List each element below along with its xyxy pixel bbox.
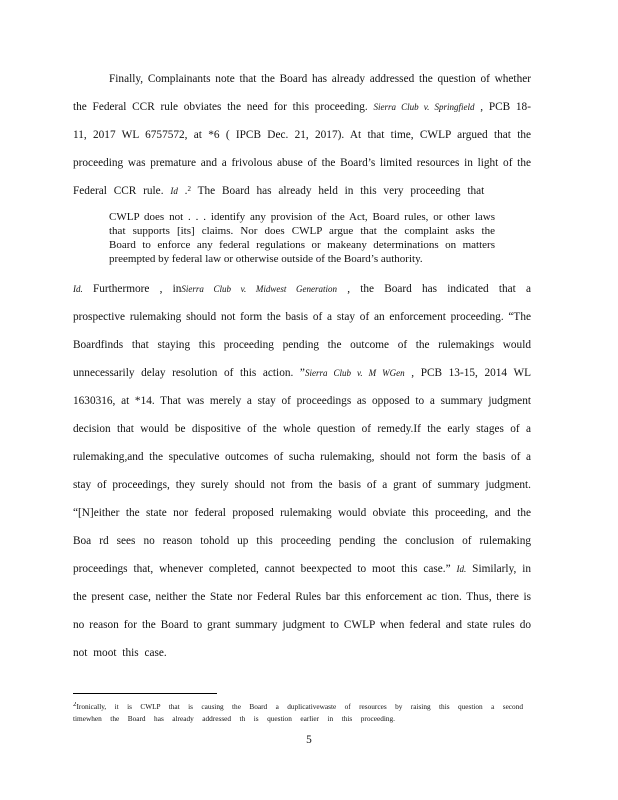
footnote-line: timewhen the Board has already addressed th is question earlier in this proceeding. xyxy=(73,714,395,723)
block-quote-line: CWLP does not . . . identify any provision of the Act, Board rules, or other laws xyxy=(109,211,495,223)
case-citation: Id. xyxy=(456,564,467,574)
case-citation: Sierra Club v. Springfield xyxy=(373,102,475,112)
body-line: the present case, neither the State nor Federal Rules bar this enforcement ac tion. Thus, there is xyxy=(73,591,531,603)
case-citation: Id xyxy=(170,186,178,196)
body-line: 1630316, at *14. That was merely a stay of proceedings as opposed to a summary judgment xyxy=(73,395,531,407)
case-citation: Sierra Club v. M WGen xyxy=(304,368,405,378)
footnote-separator xyxy=(73,693,217,694)
body-line: not moot this case. xyxy=(73,647,167,659)
body-line: Boa rd sees no reason tohold up this proceeding pending the conclusion of rulemaking xyxy=(73,535,531,547)
body-line: the Federal CCR rule obviates the need for this proceeding. Sierra Club v. Springfield , PCB 18- xyxy=(73,101,531,113)
body-line: no reason for the Board to grant summary judgment to CWLP when federal and state rules do xyxy=(73,619,531,631)
footnote-marker: 2 xyxy=(73,702,77,708)
body-line: Boardfinds that staying this proceeding pending the outcome of the rulemakings would xyxy=(73,339,531,351)
body-line: decision that would be dispositive of the whole question of remedy.If the early stages of a xyxy=(73,423,531,435)
body-line: proceeding was premature and a frivolous abuse of the Board’s limited resources in light of the xyxy=(73,157,531,169)
case-citation: Sierra Club v. Midwest Generation xyxy=(181,284,337,294)
body-line: 11, 2017 WL 6757572, at *6 ( IPCB Dec. 21, 2017). At that time, CWLP argued that the xyxy=(73,129,531,141)
block-quote-line: preempted by federal law or otherwise outside of the Board’s authority. xyxy=(109,253,423,265)
case-citation: Id. xyxy=(73,284,83,294)
body-line: proceedings that, whenever completed, cannot beexpected to moot this case.” Id. Similarly, in xyxy=(73,563,531,575)
block-quote-line: that supports [its] claims. Nor does CWLP argue that the complaint asks the xyxy=(109,225,495,237)
body-line: “[N]either the state nor federal proposed rulemaking would obviate this proceeding, and the xyxy=(73,507,531,519)
body-line: unnecessarily delay resolution of this action. ”Sierra Club v. M WGen , PCB 13-15, 2014 WL xyxy=(73,367,531,379)
body-line: prospective rulemaking should not form the basis of a stay of an enforcement proceeding. “The xyxy=(73,311,531,323)
block-quote-line: Board to enforce any federal regulations or makeany determinations on matters xyxy=(109,239,495,251)
page-number: 5 xyxy=(306,734,312,746)
footnote-reference: 2 xyxy=(187,185,191,193)
body-line: rulemaking,and the speculative outcomes of sucha rulemaking, should not form the basis of a xyxy=(73,451,531,463)
body-line: Federal CCR rule. Id .$^2$ The Board has already held in this very proceeding that xyxy=(73,185,485,197)
body-line: Id. Furthermore , inSierra Club v. Midwest Generation , the Board has indicated that a xyxy=(73,283,531,295)
body-line: stay of proceedings, they surely should not from the basis of a grant of summary judgment. xyxy=(73,479,531,491)
body-line: Finally, Complainants note that the Board has already addressed the question of whether xyxy=(109,73,531,85)
footnote-line: $^2$Ironically, it is CWLP that is causing the Board a duplicativewaste of resources by raising this question a second xyxy=(73,702,523,711)
